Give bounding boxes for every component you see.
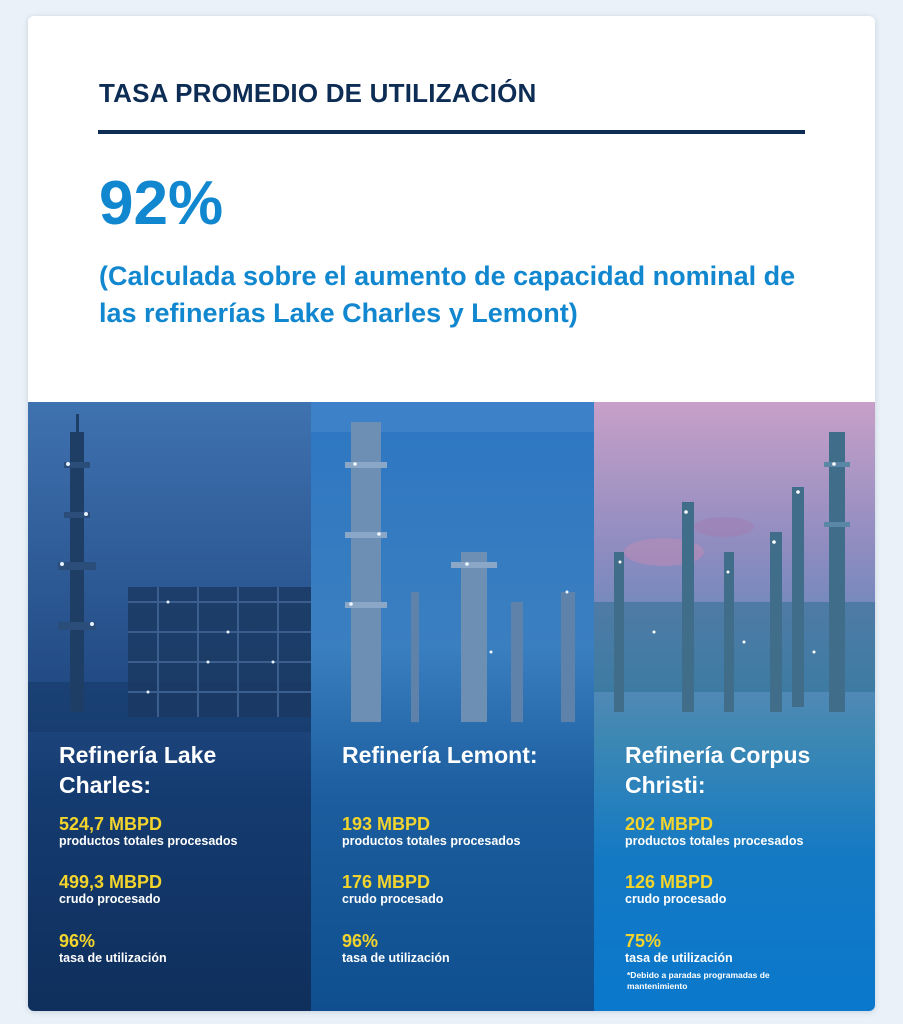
stat-value: 499,3 MBPD bbox=[59, 872, 163, 892]
average-utilization-value: 92% bbox=[99, 169, 224, 238]
stat-label: productos totales procesados bbox=[342, 834, 521, 848]
refinery-panel-corpus-christi bbox=[594, 402, 875, 1011]
maintenance-footnote: *Debido a paradas programadas de mantenimiento bbox=[627, 970, 770, 991]
stat-label: crudo procesado bbox=[59, 892, 161, 906]
refinery-photo-lemont bbox=[311, 402, 594, 732]
stat-utilization bbox=[59, 931, 299, 966]
stat-value: 176 MBPD bbox=[342, 872, 431, 892]
stat-total-products bbox=[625, 814, 865, 849]
stat-label: productos totales procesados bbox=[625, 834, 804, 848]
stat-utilization bbox=[342, 931, 582, 966]
stat-value: 96% bbox=[59, 931, 96, 951]
refinery-name: Refinería Corpus Christi: bbox=[625, 742, 811, 798]
stat-value: 193 MBPD bbox=[342, 814, 431, 834]
utilization-subtitle: (Calculada sobre el aumento de capacidad nominal de las refinerías Lake Charles y Lemont) bbox=[99, 261, 796, 328]
stat-label: crudo procesado bbox=[625, 892, 727, 906]
refinery-name: Refinería Lemont: bbox=[342, 742, 538, 768]
refinery-panel-lake-charles bbox=[28, 402, 311, 1011]
refinery-panels bbox=[28, 402, 875, 1011]
refinery-photo-lake-charles bbox=[28, 402, 311, 732]
stat-label: tasa de utilización bbox=[342, 951, 450, 965]
stat-total-products bbox=[59, 814, 299, 849]
stat-value: 524,7 MBPD bbox=[59, 814, 163, 834]
header-section bbox=[28, 16, 875, 402]
refinery-panel-lemont bbox=[311, 402, 594, 1011]
stat-value: 202 MBPD bbox=[625, 814, 714, 834]
stat-crude bbox=[625, 872, 865, 907]
stat-label: tasa de utilización bbox=[625, 951, 733, 965]
stat-total-products bbox=[342, 814, 582, 849]
stat-label: productos totales procesados bbox=[59, 834, 238, 848]
stat-value: 126 MBPD bbox=[625, 872, 714, 892]
stat-utilization bbox=[625, 931, 865, 966]
section-title: TASA PROMEDIO DE UTILIZACIÓN bbox=[99, 78, 537, 108]
utilization-card bbox=[28, 16, 875, 1011]
stat-crude bbox=[342, 872, 582, 907]
stat-label: crudo procesado bbox=[342, 892, 444, 906]
refinery-name: Refinería Lake Charles: bbox=[59, 742, 217, 798]
stat-value: 96% bbox=[342, 931, 379, 951]
title-divider bbox=[98, 130, 805, 134]
refinery-photo-corpus-christi bbox=[594, 402, 875, 732]
stat-value: 75% bbox=[625, 931, 662, 951]
stat-label: tasa de utilización bbox=[59, 951, 167, 965]
stat-crude bbox=[59, 872, 299, 907]
